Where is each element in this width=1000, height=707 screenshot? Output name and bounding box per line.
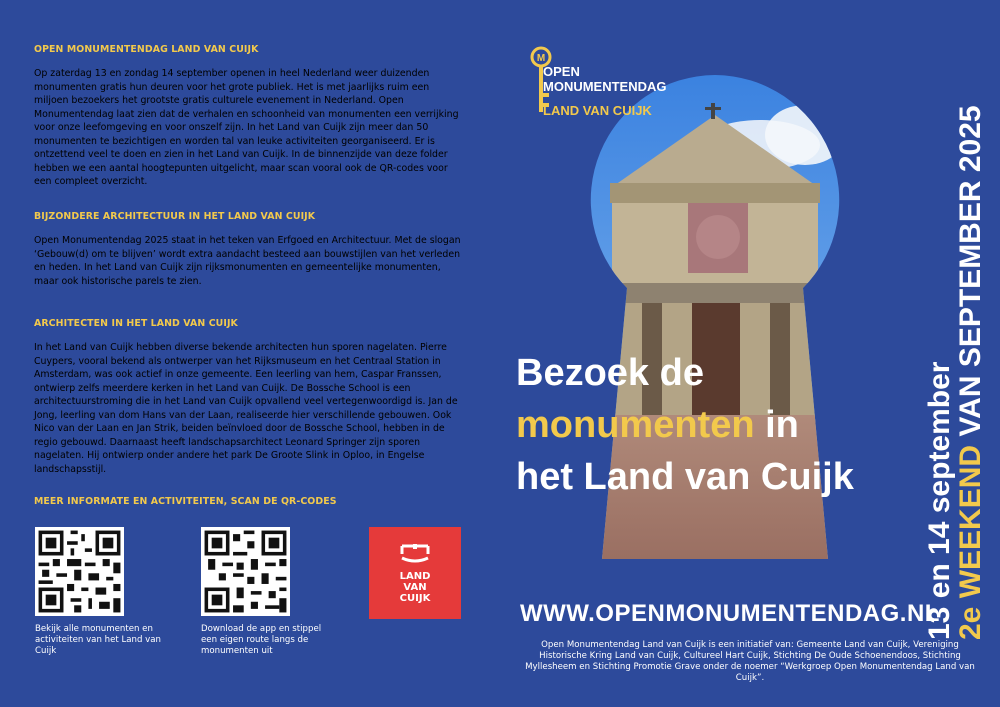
section-qr [34, 496, 464, 519]
section-intro-text: Op zaterdag 13 en zondag 14 september openen in heel Nederland weer duizenden monumenten gratis hun deuren voor het grote publiek. Het is met jaarlijks ruim een miljoen bezoekers het grootste gratis culturele evenement in Nederland. Open Monumentendag laat zien dat de verhalen en schoonheid van monumenten een verrijking voor onze leefomgeving en voor onszelf zijn. In het Land van Cuijk zijn meer dan 50 monumenten te bezichtigen en worden tal van leuke activiteiten georganiseerd. Er is ontzettend veel te doen en zien in het Land van Cuijk. In de binnenzijde van deze folder hebben we een aantal hoogtepunten uitgelicht, maar scan vooral ook de QR-codes voor een compleet overzicht. [34, 68, 459, 187]
section-architects-title: ARCHITECTEN IN HET LAND VAN CUIJK [34, 318, 238, 329]
vertical-date-banner [924, 40, 986, 640]
section-intro-title: OPEN MONUMENTENDAG LAND VAN CUIJK [34, 44, 259, 55]
qr-caption-app: Download de app en stippel een eigen route langs de monumenten uit [201, 624, 322, 656]
land-van-cuijk-logo [369, 527, 461, 619]
qr-caption-monuments: Bekijk alle monumenten en activiteiten van het Land van Cuijk [35, 624, 161, 656]
footer-initiative-text: Open Monumentendag Land van Cuijk is een initiatief van: Gemeente Land van Cuijk, Vereniging Historische Kring Land van Cuijk, Cultureel Hart Cuijk, Stichting De Oude Schoenendoos, Stichting Myllesheem en Stichting Promotie Grave onder de noemer “Werkgroep Open Monumentendag Land van Cuijk”. [525, 640, 975, 683]
logo-red-line1: LAND [399, 571, 431, 582]
logo-line-open: OPEN [543, 64, 580, 79]
qr-code-icon [35, 527, 124, 616]
municipality-logo-icon [369, 527, 461, 619]
section-intro [34, 44, 464, 189]
vertical-dates: 13 en 14 september [923, 361, 956, 640]
qr-code-icon [201, 527, 290, 616]
headline [516, 347, 854, 503]
logo-line-land-van-cuijk: LAND VAN CUIJK [543, 103, 652, 118]
logo-key-letter: M [536, 53, 546, 64]
section-qr-title: MEER INFORMATE EN ACTIVITEITEN, SCAN DE QR-CODES [34, 496, 337, 507]
headline-line2 [516, 399, 854, 451]
section-architecture-title: BIJZONDERE ARCHITECTUUR IN HET LAND VAN CUIJK [34, 211, 316, 222]
headline-line3: het Land van Cuijk [516, 456, 854, 498]
section-architects [34, 318, 464, 476]
website-link[interactable]: WWW.OPENMONUMENTENDAG.NL [520, 600, 940, 627]
section-architecture-text: Open Monumentendag 2025 staat in het teken van Erfgoed en Architectuur. Met de slogan ‘Gebouw(d) om te blijven’ wordt extra aandacht besteed aan bouwstijlen van het verleden en heden. In het Land van Cuijk zijn rijksmonumenten en gemeentelijke monumenten, maar ook historische parels te zien. [34, 235, 461, 287]
headline-line2-rest: in [754, 404, 799, 446]
vertical-weekend-rest: VAN SEPTEMBER 2025 [954, 105, 987, 445]
vertical-weekend [955, 40, 986, 640]
logo-red-line3: CUIJK [399, 593, 431, 604]
logo-line-monumentendag: MONUMENTENDAG [543, 79, 667, 94]
headline-line1: Bezoek de [516, 352, 704, 394]
section-architects-text: In het Land van Cuijk hebben diverse bekende architecten hun sporen nagelaten. Pierre Cuypers, vooral bekend als ontwerper van het Rijksmuseum en het Centraal Station in Amsterdam, was ook actief in onze gemeente. Een leerling van hem, Caspar Franssen, ontwierp zelfs meerdere kerken in het Land van Cuijk. De Bossche School is een architectuurstroming die in het Land van Cuijk opvallend veel vertegenwoordigd is. Jan de Jong, leerling van dom Hans van der Laan, realiseerde hier verschillende gebouwen. Ook Nico van der Laan en Jan Strik, beiden beïnvloed door de Bossche School, hebben in de regio gebouwd. Daarnaast heeft landschapsarchitect Leonard Springer zijn sporen nagelaten. Hij ontwierp onder andere het park De Groote Slink in Oploo, in Engelse landschapsstijl. [34, 342, 458, 475]
qr-code-app[interactable] [201, 527, 290, 616]
headline-highlight: monumenten [516, 404, 755, 446]
logo-red-line2: VAN [403, 582, 427, 593]
qr-code-monuments[interactable] [35, 527, 124, 616]
vertical-weekend-highlight: 2e WEEKEND [954, 444, 987, 640]
section-architecture [34, 211, 464, 288]
